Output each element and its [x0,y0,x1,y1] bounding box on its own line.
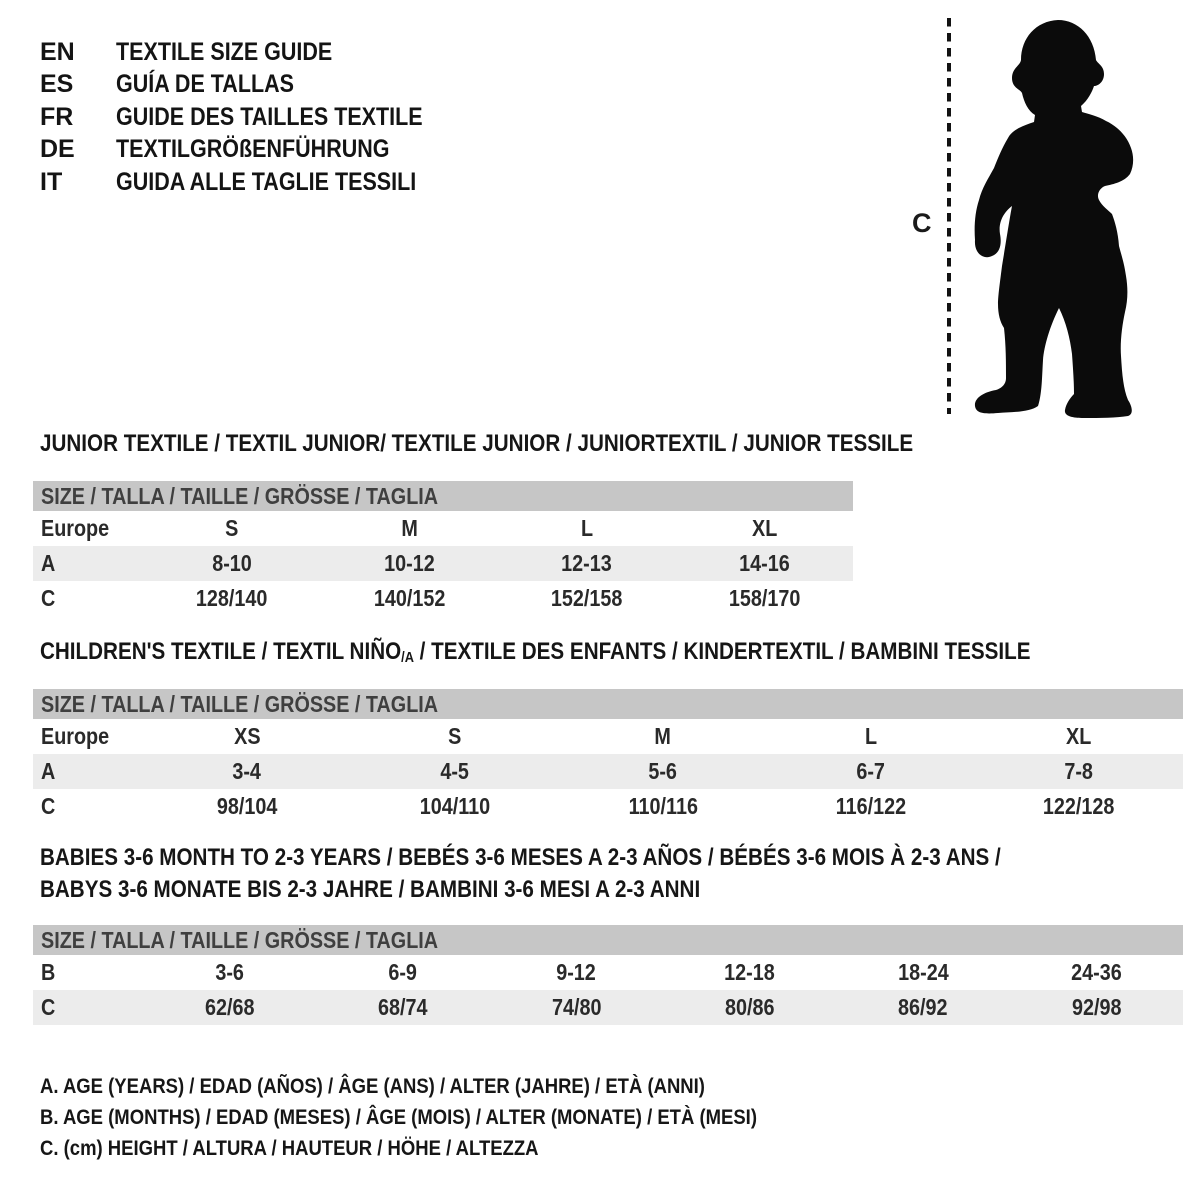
lang-code: ES [40,70,74,99]
lang-title: TEXTILGRÖßENFÜHRUNG [116,135,390,164]
size-cell: XS [233,723,261,749]
table-row-months [33,955,1183,990]
months-cell: 6-9 [388,959,418,985]
lang-row-it [40,166,473,199]
height-cell: 62/68 [204,994,255,1020]
table-row-height [33,990,1183,1025]
footnote-a: A. AGE (YEARS) / EDAD (AÑOS) / ÂGE (ANS) / ALTER (JAHRE) / ETÀ (ANNI) [40,1074,705,1098]
lang-title: GUIDE DES TAILLES TEXTILE [116,102,423,131]
height-cell: 140/152 [373,585,445,611]
height-cell: 98/104 [216,793,278,819]
height-cell: 80/86 [724,994,775,1020]
height-cell: 104/110 [419,793,491,819]
months-cell: 12-18 [724,959,775,985]
lang-code: DE [40,135,75,164]
age-cell: 10-12 [383,550,435,576]
lang-title: GUÍA DE TALLAS [116,70,294,99]
age-cell: 6-7 [856,758,886,784]
size-cell: XL [1066,723,1092,749]
lang-code: EN [40,37,75,66]
age-cell: 8-10 [211,550,252,576]
age-cell: 14-16 [738,550,790,576]
age-cell: 5-6 [648,758,678,784]
children-size-table [33,689,1183,824]
lang-row-en [40,36,473,69]
size-cell: S [225,515,239,541]
heading-subscript: /A [401,650,414,667]
lang-code: IT [40,167,63,196]
table-row-height [33,581,853,616]
size-cell: L [864,723,878,749]
age-cell: 7-8 [1064,758,1094,784]
size-cell: M [654,723,672,749]
size-cell: S [448,723,462,749]
table-row-height [33,789,1183,824]
size-cell: XL [751,515,777,541]
size-header-label: SIZE / TALLA / TAILLE / GRÖSSE / TAGLIA [41,690,439,717]
age-cell: 3-4 [232,758,262,784]
height-cell: 92/98 [1071,994,1122,1020]
months-cell: 3-6 [215,959,244,985]
row-label: Europe [41,515,110,541]
months-cell: 9-12 [556,959,597,985]
row-label: Europe [41,723,110,749]
table-row-europe [33,719,1183,754]
size-header-band [33,481,853,511]
babies-section-heading-line1: BABIES 3-6 MONTH TO 2-3 YEARS / BEBÉS 3-6 MESES A 2-3 AÑOS / BÉBÉS 3-6 MOIS À 2-3 ANS / [40,844,1001,871]
row-label: B [41,959,56,985]
lang-row-de [40,134,473,167]
size-cell: M [400,515,418,541]
size-header-label: SIZE / TALLA / TAILLE / GRÖSSE / TAGLIA [41,482,439,509]
height-measure-label: C [912,208,932,238]
months-cell: 18-24 [897,959,949,985]
table-row-age [33,546,853,581]
junior-size-table [33,481,853,616]
lang-code: FR [40,102,74,131]
height-dashed-line [944,16,954,416]
age-cell: 4-5 [440,758,470,784]
junior-section-heading: JUNIOR TEXTILE / TEXTIL JUNIOR/ TEXTILE JUNIOR / JUNIORTEXTIL / JUNIOR TESSILE [40,430,914,457]
table-row-age [33,754,1183,789]
lang-title: TEXTILE SIZE GUIDE [116,37,333,66]
toddler-silhouette-icon [960,14,1144,420]
height-cell: 110/116 [628,793,698,819]
children-section-heading: CHILDREN'S TEXTILE / TEXTIL NIÑO/A / TEXTILE DES ENFANTS / KINDERTEXTIL / BAMBINI TESSILE [40,638,1031,667]
size-header-band [33,689,1183,719]
height-cell: 158/170 [728,585,800,611]
lang-row-fr [40,101,473,134]
lang-title: GUIDA ALLE TAGLIE TESSILI [116,167,417,196]
language-title-block [40,36,473,199]
lang-row-es [40,69,473,102]
height-cell: 116/122 [835,793,907,819]
height-cell: 86/92 [898,994,948,1020]
size-header-band [33,925,1183,955]
height-cell: 74/80 [551,994,602,1020]
row-label: A [41,758,56,784]
size-header-label: SIZE / TALLA / TAILLE / GRÖSSE / TAGLIA [41,926,439,953]
height-cell: 122/128 [1043,793,1115,819]
height-cell: 128/140 [195,585,268,611]
row-label: C [41,994,56,1020]
babies-section-heading-line2: BABYS 3-6 MONATE BIS 2-3 JAHRE / BAMBINI 3-6 MESI A 2-3 ANNI [40,876,701,903]
height-cell: 152/158 [550,585,623,611]
babies-size-table [33,925,1183,1025]
age-cell: 12-13 [561,550,613,576]
size-cell: L [580,515,593,541]
row-label: C [41,585,56,611]
footnotes-block [40,1071,874,1164]
table-row-europe [33,511,853,546]
row-label: C [41,793,56,819]
height-cell: 68/74 [378,994,428,1020]
footnote-b: B. AGE (MONTHS) / EDAD (MESES) / ÂGE (MOIS) / ALTER (MONATE) / ETÀ (MESI) [40,1105,757,1129]
footnote-c: C. (cm) HEIGHT / ALTURA / HAUTEUR / HÖHE / ALTEZZA [40,1136,539,1160]
months-cell: 24-36 [1071,959,1122,985]
row-label: A [41,550,56,576]
